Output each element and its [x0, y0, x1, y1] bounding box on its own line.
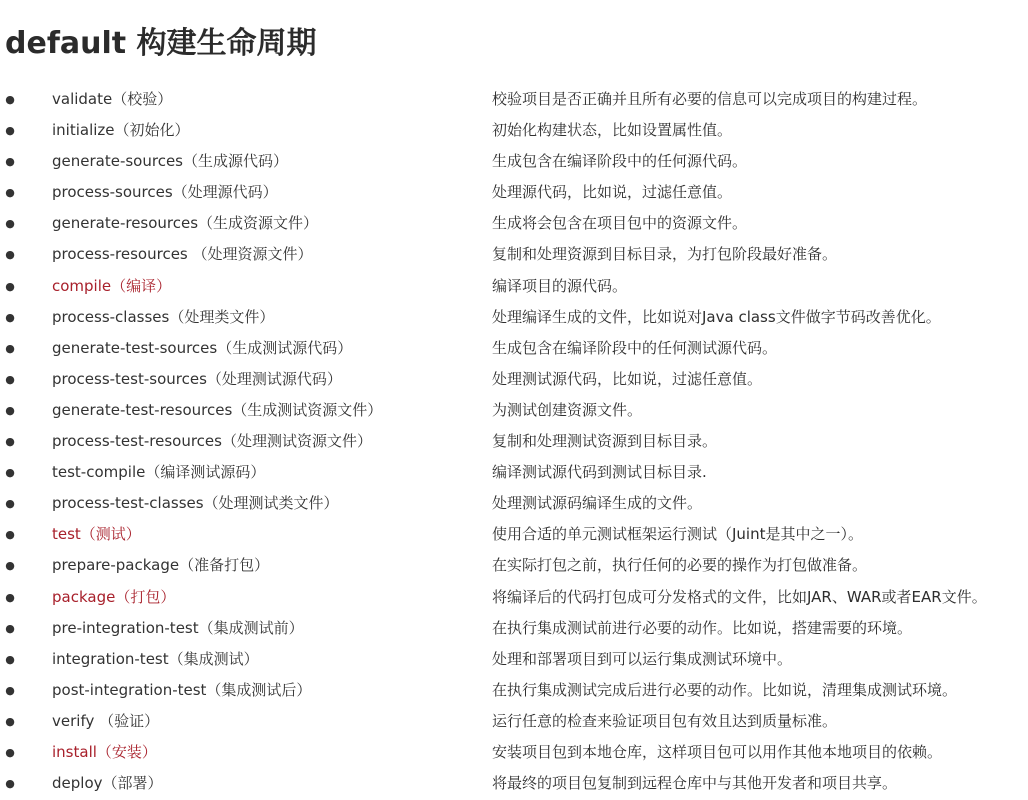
phase-description: 处理源代码，比如说，过滤任意值。 [492, 183, 733, 202]
phase-name: generate-resources（生成资源文件） [52, 214, 319, 233]
bullet-icon: ● [5, 559, 15, 573]
phase-description: 生成包含在编译阶段中的任何源代码。 [492, 152, 748, 171]
bullet-icon: ● [5, 590, 15, 604]
bullet-icon: ● [5, 777, 15, 791]
bullet-icon: ● [5, 341, 15, 355]
phase-name: post-integration-test（集成测试后） [52, 680, 312, 699]
phase-name: process-test-sources（处理测试源代码） [52, 369, 342, 388]
bullet-icon: ● [5, 745, 15, 759]
phase-description: 处理测试源码编译生成的文件。 [492, 494, 703, 513]
list-item [0, 426, 1028, 457]
bullet-icon: ● [5, 186, 15, 200]
phase-name: integration-test（集成测试） [52, 649, 259, 668]
phase-description: 在执行集成测试前进行必要的动作。比如说，搭建需要的环境。 [492, 618, 913, 637]
phase-description: 复制和处理资源到目标目录，为打包阶段最好准备。 [492, 245, 838, 264]
bullet-icon: ● [5, 528, 15, 542]
list-item [0, 271, 1028, 302]
phase-name: generate-sources（生成源代码） [52, 152, 288, 171]
list-item [0, 613, 1028, 644]
phase-name: test-compile（编译测试源码） [52, 463, 266, 482]
phase-description: 在执行集成测试完成后进行必要的动作。比如说，清理集成测试环境。 [492, 680, 958, 699]
list-item [0, 208, 1028, 239]
list-item [0, 333, 1028, 364]
phase-description: 复制和处理测试资源到目标目录。 [492, 432, 718, 451]
list-item [0, 146, 1028, 177]
bullet-icon: ● [5, 310, 15, 324]
phase-description: 将最终的项目包复制到远程仓库中与其他开发者和项目共享。 [492, 774, 898, 793]
list-item [0, 302, 1028, 333]
phase-name: verify （验证） [52, 711, 160, 730]
list-item [0, 239, 1028, 270]
list-item [0, 768, 1028, 799]
phase-description: 运行任意的检查来验证项目包有效且达到质量标准。 [492, 711, 838, 730]
phase-name: initialize（初始化） [52, 121, 190, 140]
bullet-icon: ● [5, 497, 15, 511]
phase-name: process-test-classes（处理测试类文件） [52, 494, 339, 513]
list-item [0, 84, 1028, 115]
bullet-icon: ● [5, 435, 15, 449]
phase-name: generate-test-sources（生成测试源代码） [52, 338, 353, 357]
bullet-icon: ● [5, 155, 15, 169]
bullet-icon: ● [5, 372, 15, 386]
list-item [0, 488, 1028, 519]
phase-name: test（测试） [52, 525, 141, 544]
phase-description: 生成包含在编译阶段中的任何测试源代码。 [492, 338, 778, 357]
list-item [0, 364, 1028, 395]
list-item [0, 177, 1028, 208]
phase-name: validate（校验） [52, 90, 173, 108]
bullet-icon: ● [5, 714, 15, 728]
bullet-icon: ● [5, 652, 15, 666]
phase-list [0, 84, 1028, 799]
list-item [0, 582, 1028, 613]
phase-name: compile（编译） [52, 276, 172, 295]
bullet-icon: ● [5, 403, 15, 417]
phase-description: 为测试创建资源文件。 [492, 400, 643, 419]
phase-description: 安装项目包到本地仓库，这样项目包可以用作其他本地项目的依赖。 [492, 742, 943, 761]
phase-name: prepare-package（准备打包） [52, 556, 270, 575]
phase-name: pre-integration-test（集成测试前） [52, 618, 304, 637]
phase-name: deploy（部署） [52, 774, 163, 793]
list-item [0, 675, 1028, 706]
phase-description: 生成将会包含在项目包中的资源文件。 [492, 214, 748, 233]
bullet-icon: ● [5, 248, 15, 262]
list-item [0, 395, 1028, 426]
phase-description: 使用合适的单元测试框架运行测试（Juint是其中之一）。 [492, 525, 863, 544]
list-item [0, 644, 1028, 675]
phase-description: 初始化构建状态，比如设置属性值。 [492, 121, 733, 140]
phase-name: process-resources （处理资源文件） [52, 245, 313, 264]
bullet-icon: ● [5, 217, 15, 231]
list-item [0, 706, 1028, 737]
phase-description: 将编译后的代码打包成可分发格式的文件，比如JAR、WAR或者EAR文件。 [492, 587, 987, 606]
list-item [0, 457, 1028, 488]
phase-name: generate-test-resources（生成测试资源文件） [52, 400, 383, 419]
phase-description: 在实际打包之前，执行任何的必要的操作为打包做准备。 [492, 556, 868, 575]
phase-description: 处理测试源代码，比如说，过滤任意值。 [492, 369, 763, 388]
bullet-icon: ● [5, 279, 15, 293]
page-title: default 构建生命周期 [5, 26, 317, 61]
phase-description: 处理和部署项目到可以运行集成测试环境中。 [492, 649, 793, 668]
list-item [0, 115, 1028, 146]
phase-name: process-test-resources（处理测试资源文件） [52, 432, 372, 451]
bullet-icon: ● [5, 466, 15, 480]
list-item [0, 519, 1028, 550]
phase-description: 处理编译生成的文件，比如说对Java class文件做字节码改善优化。 [492, 307, 941, 326]
phase-description: 校验项目是否正确并且所有必要的信息可以完成项目的构建过程。 [492, 90, 928, 108]
phase-name: process-classes（处理类文件） [52, 307, 275, 326]
bullet-icon: ● [5, 683, 15, 697]
list-item [0, 550, 1028, 581]
phase-description: 编译测试源代码到测试目标目录. [492, 463, 707, 482]
phase-description: 编译项目的源代码。 [492, 276, 628, 295]
bullet-icon: ● [5, 124, 15, 138]
bullet-icon: ● [5, 621, 15, 635]
phase-name: process-sources（处理源代码） [52, 183, 278, 202]
bullet-icon: ● [5, 93, 15, 106]
list-item [0, 737, 1028, 768]
phase-name: install（安装） [52, 742, 157, 761]
phase-name: package（打包） [52, 587, 176, 606]
